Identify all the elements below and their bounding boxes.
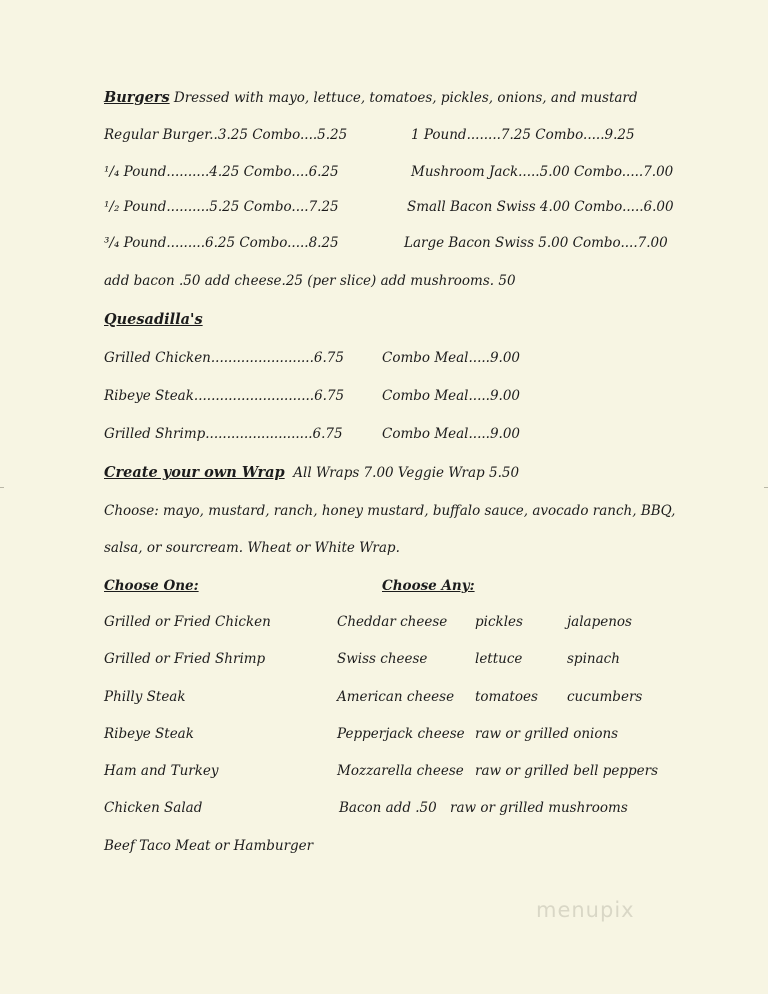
protein-option: Chicken Salad <box>104 800 203 816</box>
protein-option: Beef Taco Meat or Hamburger <box>104 838 314 854</box>
topping-option: Bacon add .50 <box>339 800 437 816</box>
topping-option: cucumbers <box>567 689 643 705</box>
topping-option: tomatoes <box>475 689 538 705</box>
topping-option: American cheese <box>337 689 455 705</box>
burgers-description: Dressed with mayo, lettuce, tomatoes, pickles, onions, and mustard <box>173 90 638 106</box>
burger-item: ¹/₄ Pound..........4.25 Combo....6.25 <box>104 164 339 180</box>
burger-item: ¹/₂ Pound..........5.25 Combo....7.25 <box>104 199 339 215</box>
choose-any-heading: Choose Any: <box>382 578 475 594</box>
topping-option: Pepperjack cheese <box>337 726 465 742</box>
wrap-prices: All Wraps 7.00 Veggie Wrap 5.50 <box>293 465 520 481</box>
protein-option: Philly Steak <box>104 689 186 705</box>
burger-addons: add bacon .50 add cheese.25 (per slice) add mushrooms. 50 <box>104 273 516 289</box>
quesadilla-combo: Combo Meal.....9.00 <box>382 388 521 404</box>
topping-option: raw or grilled onions <box>475 726 619 742</box>
burger-item: ³/₄ Pound.........6.25 Combo.....8.25 <box>104 235 339 251</box>
burgers-line <box>104 89 638 106</box>
topping-option: Swiss cheese <box>337 651 428 667</box>
menupix-watermark: menupix <box>536 898 635 922</box>
protein-option: Ribeye Steak <box>104 726 194 742</box>
protein-option: Grilled or Fried Shrimp <box>104 651 266 667</box>
wrap-heading: Create your own Wrap <box>104 464 285 481</box>
quesadilla-combo: Combo Meal.....9.00 <box>382 350 521 366</box>
topping-option: lettuce <box>475 651 523 667</box>
burger-item: 1 Pound........7.25 Combo.....9.25 <box>411 127 635 143</box>
quesadillas-heading: Quesadilla's <box>104 311 203 328</box>
topping-option: raw or grilled bell peppers <box>475 763 659 779</box>
topping-option: raw or grilled mushrooms <box>450 800 628 816</box>
burger-item: Mushroom Jack.....5.00 Combo.....7.00 <box>411 164 674 180</box>
burger-item: Regular Burger..3.25 Combo....5.25 <box>104 127 348 143</box>
quesadilla-item: Ribeye Steak............................6.75 <box>104 388 345 404</box>
burgers-heading: Burgers <box>104 89 170 106</box>
quesadilla-item: Grilled Shrimp.........................6.75 <box>104 426 343 442</box>
topping-option: spinach <box>567 651 620 667</box>
wrap-line <box>104 464 519 481</box>
protein-option: Ham and Turkey <box>104 763 219 779</box>
choose-one-heading: Choose One: <box>104 578 199 594</box>
wrap-sauce-options: salsa, or sourcream. Wheat or White Wrap. <box>104 540 400 556</box>
scan-mark <box>0 487 4 488</box>
burger-item: Large Bacon Swiss 5.00 Combo....7.00 <box>404 235 668 251</box>
quesadilla-combo: Combo Meal.....9.00 <box>382 426 521 442</box>
wrap-sauce-options: Choose: mayo, mustard, ranch, honey mustard, buffalo sauce, avocado ranch, BBQ, <box>104 503 676 519</box>
topping-option: pickles <box>475 614 523 630</box>
quesadilla-item: Grilled Chicken........................6.75 <box>104 350 344 366</box>
burger-item: Small Bacon Swiss 4.00 Combo.....6.00 <box>407 199 674 215</box>
topping-option: Cheddar cheese <box>337 614 448 630</box>
topping-option: jalapenos <box>567 614 632 630</box>
protein-option: Grilled or Fried Chicken <box>104 614 271 630</box>
topping-option: Mozzarella cheese <box>337 763 464 779</box>
scan-mark <box>764 487 768 488</box>
